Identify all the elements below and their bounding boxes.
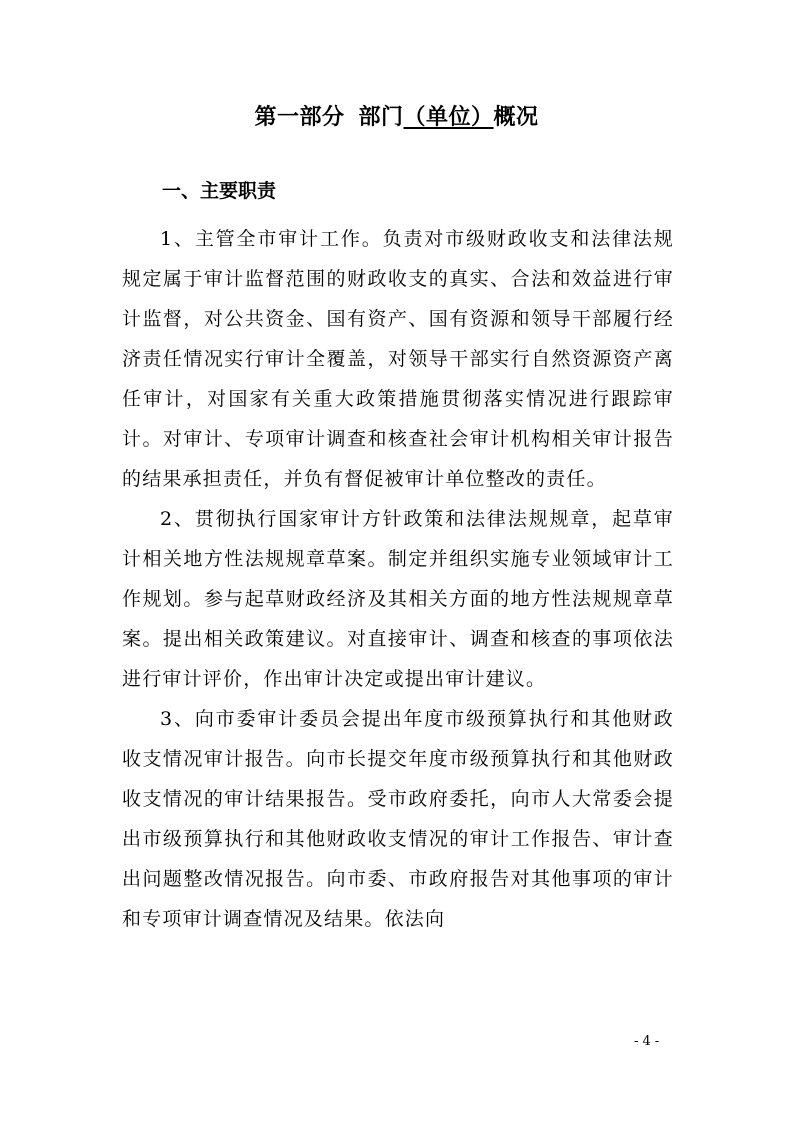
paragraph-3: 3、向市委审计委员会提出年度市级预算执行和其他财政收支情况审计报告。向市长提交年度市级预算执行和其他财政收支情况的审计结果报告。受市政府委托，向市人大常委会提出市级预算执行和其他财政收支情况的审计工作报告、审计查出问题整改情况报告。向市委、市政府报告对其他事项的审计和专项审计调查情况及结果。依法向 [122,708,674,930]
title-part: 第一部分 [254,105,345,130]
title-suffix: 概况 [493,105,539,130]
body-text [122,219,674,939]
paragraph-1: 1、主管全市审计工作。负责对市级财政收支和法律法规规定属于审计监督范围的财政收支的真实、合法和效益进行审计监督，对公共资金、国有资产、国有资源和领导干部履行经济责任情况实行审计全覆盖，对领导干部实行自然资源资产离任审计，对国家有关重大政策措施贯彻落实情况进行跟踪审计。对审计、专项审计调查和核查社会审计机构相关审计报告的结果承担责任，并负有督促被审计单位整改的责任。 [122,228,674,490]
title-prefix: 部门 [358,105,404,130]
paragraph-2: 2、贯彻执行国家审计方针政策和法律法规规章，起草审计相关地方性法规规章草案。制定并组织实施专业领域审计工作规划。参与起草财政经济及其相关方面的地方性法规规章草案。提出相关政策建议。对直接审计、调查和核查的事项依法进行审计评价，作出审计决定或提出审计建议。 [122,508,674,690]
title-underlined: （单位） [403,105,494,130]
page-number: - 4 - [634,1034,660,1049]
section-heading: 一、主要职责 [162,180,277,202]
page-title [0,102,793,134]
